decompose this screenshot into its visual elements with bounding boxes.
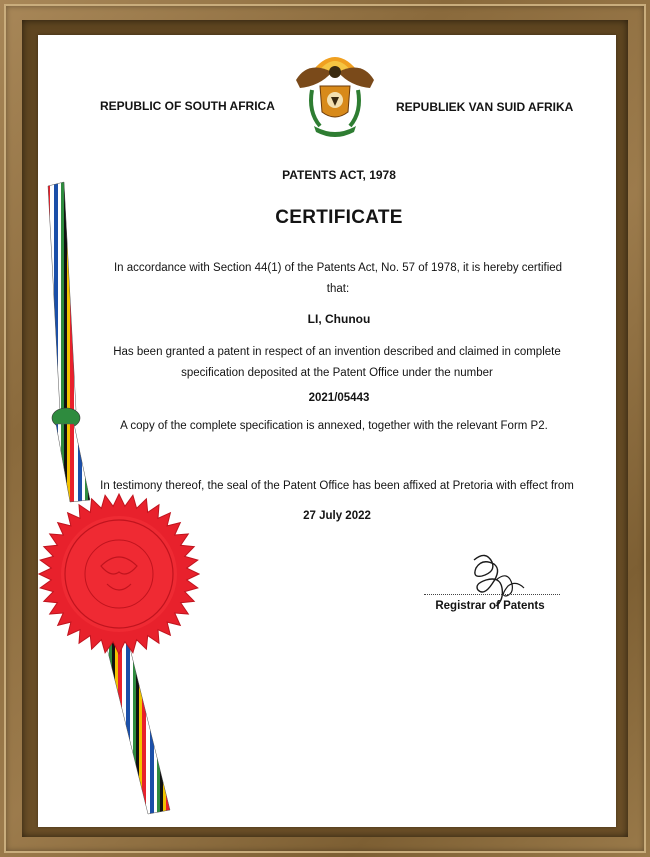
patent-holder-name: LI, Chunou: [307, 312, 371, 326]
country-name-afrikaans: REPUBLIEK VAN SUID AFRIKA: [396, 100, 574, 114]
certificate-title: CERTIFICATE: [275, 207, 403, 228]
testimony-text: In testimony thereof, the seal of the Patent Office has been affixed at Pretoria with effect from: [100, 480, 574, 492]
signature-line: [424, 594, 560, 595]
annex-statement: A copy of the complete specification is annexed, together with the relevant Form P2.: [120, 420, 548, 432]
act-heading: PATENTS ACT, 1978: [282, 168, 396, 182]
certification-statement: In accordance with Section 44(1) of the Patents Act, No. 57 of 1978, it is hereby certified that:: [113, 262, 563, 295]
grant-statement: Has been granted a patent in respect of an invention described and claimed in complete specification deposited at the Patent Office under the number: [113, 346, 561, 379]
country-name-english: REPUBLIC OF SOUTH AFRICA: [100, 99, 275, 113]
effective-date: 27 July 2022: [303, 510, 371, 522]
coat-of-arms-icon: [290, 42, 380, 142]
wax-seal-icon: [38, 493, 200, 655]
patent-number: 2021/05443: [308, 392, 370, 404]
registrar-title: Registrar of Patents: [435, 600, 545, 612]
